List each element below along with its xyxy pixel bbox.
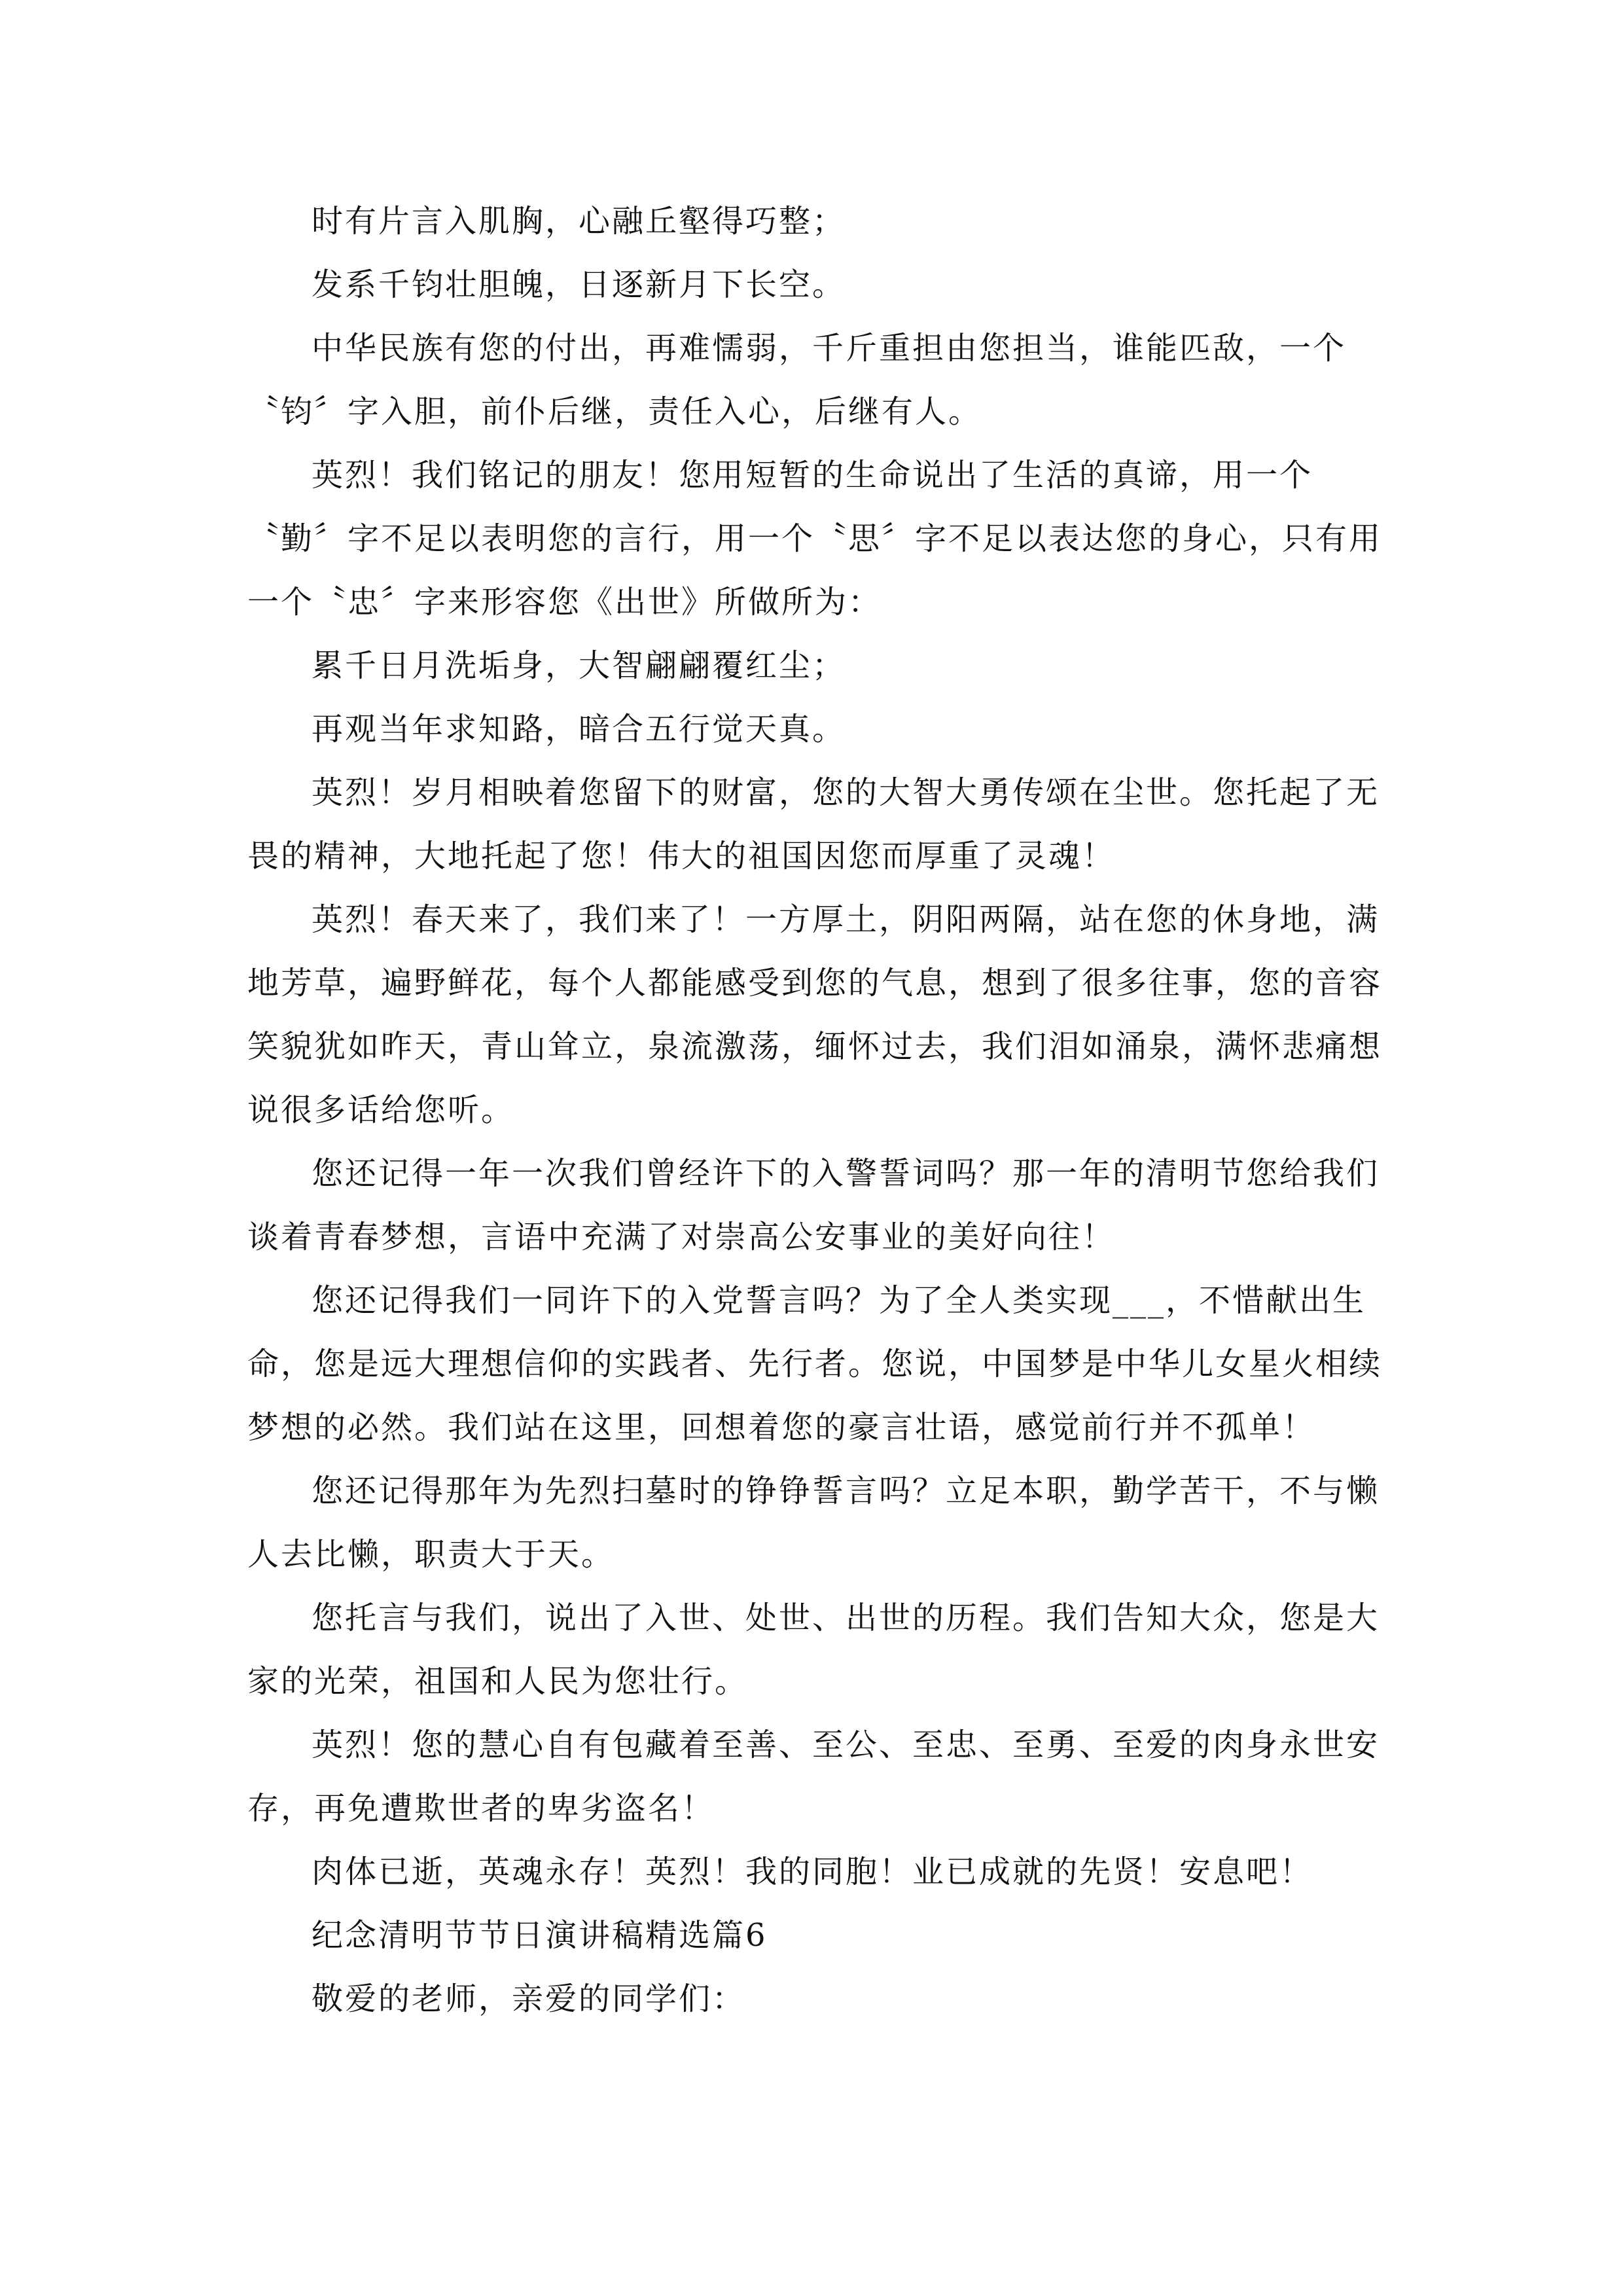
paragraph: 时有片言入肌胸，心融丘壑得巧整； bbox=[312, 203, 846, 240]
section-heading: 纪念清明节节日演讲稿精选篇6 bbox=[312, 1917, 768, 1954]
paragraph: 中华民族有您的付出，再难懦弱，千斤重担由您担当，谁能匹敌，一个〝钧〞字入胆，前仆后继，责任入心，后继有人。 bbox=[247, 330, 1347, 430]
paragraph: 累千日月洗垢身，大智翩翩覆红尘； bbox=[312, 647, 846, 684]
paragraph: 您还记得那年为先烈扫墓时的铮铮誓言吗？立足本职，勤学苦干，不与懒人去比懒，职责大于天。 bbox=[247, 1473, 1380, 1573]
document-body bbox=[247, 190, 1386, 2031]
paragraph: 英烈！您的慧心自有包藏着至善、至公、至忠、至勇、至爱的肉身永世安存，再免遭欺世者的卑劣盗名！ bbox=[247, 1727, 1380, 1827]
paragraph: 您还记得一年一次我们曾经许下的入警誓词吗？那一年的清明节您给我们谈着青春梦想，言语中充满了对崇高公安事业的美好向往！ bbox=[247, 1155, 1380, 1255]
paragraph: 英烈！我们铭记的朋友！您用短暂的生命说出了生活的真谛，用一个〝勤〞字不足以表明您的言行，用一个〝思〞字不足以表达您的身心，只有用一个〝忠〞字来形容您《出世》所做所为： bbox=[247, 457, 1383, 620]
paragraph: 肉体已逝，英魂永存！英烈！我的同胞！业已成就的先贤！安息吧！ bbox=[312, 1854, 1313, 1890]
salutation: 敬爱的老师，亲爱的同学们： bbox=[312, 1981, 746, 2017]
paragraph: 您托言与我们，说出了入世、处世、出世的历程。我们告知大众，您是大家的光荣，祖国和人民为您壮行。 bbox=[247, 1600, 1380, 1700]
paragraph: 您还记得我们一同许下的入党誓言吗？为了全人类实现___，不惜献出生命，您是远大理想信仰的实践者、先行者。您说，中国梦是中华儿女星火相续梦想的必然。我们站在这里，回想着您的豪言壮语，感觉前行并不孤单！ bbox=[247, 1282, 1383, 1446]
paragraph: 发系千钧壮胆魄，日逐新月下长空。 bbox=[312, 266, 846, 303]
paragraph: 英烈！春天来了，我们来了！一方厚土，阴阳两隔，站在您的休身地，满地芳草，遍野鲜花，每个人都能感受到您的气息，想到了很多往事，您的音容笑貌犹如昨天，青山耸立，泉流激荡，缅怀过去，我们泪如涌泉，满怀悲痛想说很多话给您听。 bbox=[247, 901, 1383, 1128]
paragraph: 英烈！岁月相映着您留下的财富，您的大智大勇传颂在尘世。您托起了无畏的精神，大地托起了您！伟大的祖国因您而厚重了灵魂！ bbox=[247, 774, 1380, 874]
paragraph: 再观当年求知路，暗合五行觉天真。 bbox=[312, 711, 846, 747]
